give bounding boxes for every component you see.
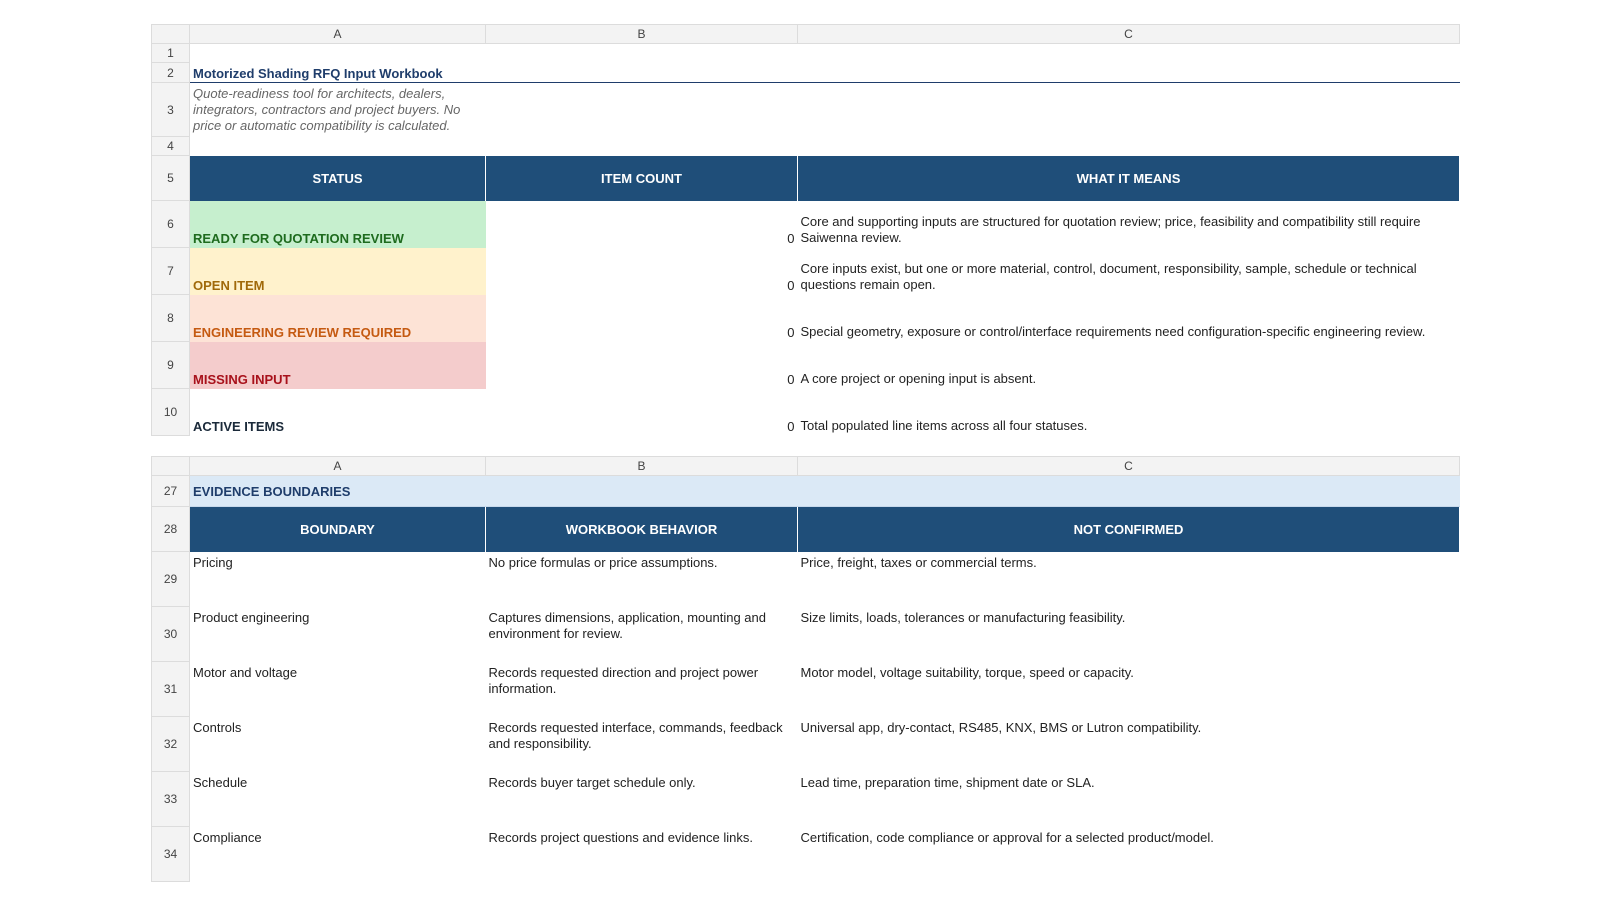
status-row-active [152, 389, 1460, 436]
evidence-header-row [152, 507, 1460, 552]
status-row-missing [152, 342, 1460, 389]
evidence-row [152, 827, 1460, 882]
column-header-c[interactable]: C [798, 25, 1460, 44]
evidence-sheet [151, 456, 1460, 882]
workbook-subtitle[interactable]: Quote-readiness tool for architects, dealers, integrators, contractors and project buyers. No price or automatic compatibility is calculated. [193, 85, 461, 133]
behavior-cell[interactable]: Records requested interface, commands, feedback and responsibility. [488, 719, 783, 751]
column-header-a[interactable]: A [190, 457, 486, 476]
sheet-row [152, 63, 1460, 83]
cell[interactable] [190, 137, 486, 156]
status-missing[interactable]: MISSING INPUT [190, 342, 486, 389]
count-open[interactable]: 0 [787, 277, 795, 293]
row-number[interactable]: 33 [152, 772, 190, 827]
row-number[interactable]: 5 [152, 156, 190, 201]
column-header-b[interactable]: B [486, 457, 798, 476]
status-row-engineering [152, 295, 1460, 342]
status-active[interactable]: ACTIVE ITEMS [193, 418, 285, 434]
count-ready[interactable]: 0 [787, 230, 795, 246]
header-not-confirmed[interactable]: NOT CONFIRMED [798, 507, 1460, 552]
row-number[interactable]: 4 [152, 137, 190, 156]
summary-sheet [151, 24, 1460, 436]
not-confirmed-cell[interactable]: Certification, code compliance or approval for a selected product/model. [800, 829, 1214, 845]
row-number[interactable]: 1 [152, 44, 190, 63]
row-number[interactable]: 10 [152, 389, 190, 436]
status-row-open [152, 248, 1460, 295]
cell[interactable] [798, 83, 1460, 137]
evidence-row [152, 772, 1460, 827]
boundary-cell[interactable]: Pricing [193, 554, 233, 570]
evidence-row [152, 607, 1460, 662]
boundary-cell[interactable]: Product engineering [193, 609, 310, 625]
column-header-row [152, 457, 1460, 476]
not-confirmed-cell[interactable]: Universal app, dry-contact, RS485, KNX, BMS or Lutron compatibility. [800, 719, 1202, 735]
not-confirmed-cell[interactable]: Price, freight, taxes or commercial terms. [800, 554, 1037, 570]
boundary-cell[interactable]: Compliance [193, 829, 262, 845]
row-number[interactable]: 6 [152, 201, 190, 248]
header-workbook-behavior[interactable]: WORKBOOK BEHAVIOR [486, 507, 798, 552]
header-what-it-means[interactable]: WHAT IT MEANS [798, 156, 1460, 201]
meaning-missing[interactable]: A core project or opening input is absent. [800, 370, 1037, 386]
not-confirmed-cell[interactable]: Lead time, preparation time, shipment date or SLA. [800, 774, 1095, 790]
evidence-row [152, 552, 1460, 607]
cell[interactable] [486, 83, 798, 137]
section-row [152, 476, 1460, 507]
row-number[interactable]: 3 [152, 83, 190, 137]
corner-cell[interactable] [152, 457, 190, 476]
column-header-row [152, 25, 1460, 44]
boundary-cell[interactable]: Controls [193, 719, 242, 735]
header-status[interactable]: STATUS [190, 156, 486, 201]
row-number[interactable]: 30 [152, 607, 190, 662]
row-number[interactable]: 7 [152, 248, 190, 295]
behavior-cell[interactable]: Captures dimensions, application, mounting and environment for review. [488, 609, 767, 641]
not-confirmed-cell[interactable]: Motor model, voltage suitability, torque, speed or capacity. [800, 664, 1134, 680]
boundary-cell[interactable]: Schedule [193, 774, 248, 790]
status-ready[interactable]: READY FOR QUOTATION REVIEW [190, 201, 486, 248]
status-row-ready [152, 201, 1460, 248]
sheet-row [152, 83, 1460, 137]
evidence-row [152, 717, 1460, 772]
cell[interactable] [486, 137, 798, 156]
count-engineering[interactable]: 0 [787, 324, 795, 340]
header-boundary[interactable]: BOUNDARY [190, 507, 486, 552]
cell[interactable] [190, 44, 486, 63]
cell[interactable] [798, 44, 1460, 63]
meaning-ready[interactable]: Core and supporting inputs are structured for quotation review; price, feasibility and compatibility still require Saiwenna review. [800, 213, 1421, 245]
meaning-open[interactable]: Core inputs exist, but one or more material, control, document, responsibility, sample, schedule or technical questions remain open. [800, 260, 1417, 292]
count-active[interactable]: 0 [787, 418, 795, 434]
cell[interactable] [486, 44, 798, 63]
row-number[interactable]: 8 [152, 295, 190, 342]
column-header-b[interactable]: B [486, 25, 798, 44]
behavior-cell[interactable]: No price formulas or price assumptions. [488, 554, 718, 570]
row-number[interactable]: 32 [152, 717, 190, 772]
not-confirmed-cell[interactable]: Size limits, loads, tolerances or manufacturing feasibility. [800, 609, 1126, 625]
workbook-title[interactable]: Motorized Shading RFQ Input Workbook [190, 63, 1460, 83]
status-header-row [152, 156, 1460, 201]
sheet-row [152, 137, 1460, 156]
row-number[interactable]: 2 [152, 63, 190, 83]
section-title[interactable]: EVIDENCE BOUNDARIES [190, 476, 1460, 507]
sheet-row [152, 44, 1460, 63]
row-number[interactable]: 29 [152, 552, 190, 607]
status-engineering[interactable]: ENGINEERING REVIEW REQUIRED [190, 295, 486, 342]
behavior-cell[interactable]: Records project questions and evidence links. [488, 829, 753, 845]
row-number[interactable]: 27 [152, 476, 190, 507]
row-number[interactable]: 34 [152, 827, 190, 882]
column-header-a[interactable]: A [190, 25, 486, 44]
row-number[interactable]: 28 [152, 507, 190, 552]
column-header-c[interactable]: C [798, 457, 1460, 476]
corner-cell[interactable] [152, 25, 190, 44]
boundary-cell[interactable]: Motor and voltage [193, 664, 298, 680]
status-open[interactable]: OPEN ITEM [190, 248, 486, 295]
header-item-count[interactable]: ITEM COUNT [486, 156, 798, 201]
evidence-row [152, 662, 1460, 717]
meaning-active[interactable]: Total populated line items across all four statuses. [800, 417, 1088, 433]
behavior-cell[interactable]: Records buyer target schedule only. [488, 774, 696, 790]
row-number[interactable]: 31 [152, 662, 190, 717]
meaning-engineering[interactable]: Special geometry, exposure or control/interface requirements need configuration-specific engineering review. [800, 323, 1426, 339]
count-missing[interactable]: 0 [787, 371, 795, 387]
row-number[interactable]: 9 [152, 342, 190, 389]
cell[interactable] [798, 137, 1460, 156]
behavior-cell[interactable]: Records requested direction and project power information. [488, 664, 759, 696]
